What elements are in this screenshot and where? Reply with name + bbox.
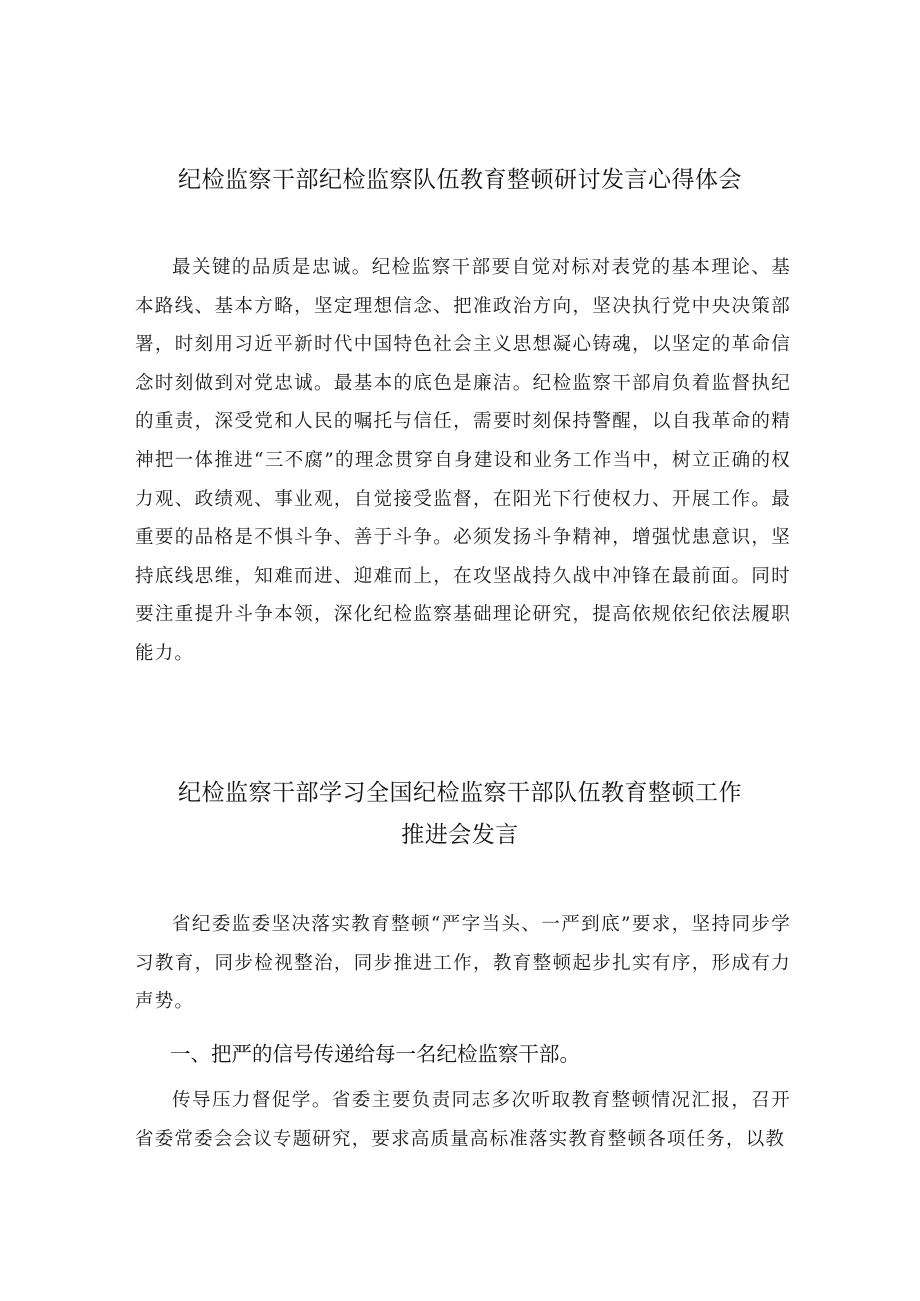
section-title xyxy=(120,772,800,856)
section-heading: 一、把严的信号传递给每一名纪检监察干部。 xyxy=(170,1042,580,1066)
intro-paragraph: 省纪委监委坚决落实教育整顿“严字当头、一严到底”要求，坚持同步学习教育，同步检视整治，同步推进工作，教育整顿起步扎实有序，形成有力声势。 xyxy=(135,914,791,1013)
document-title: 纪检监察干部纪检监察队伍教育整顿研讨发言心得体会 xyxy=(178,167,742,193)
body-paragraph-2: 传导压力督促学。省委主要负责同志多次听取教育整顿情况汇报，召开省委常委会会议专题研究，要求高质量高标准落实教育整顿各项任务，以教 xyxy=(135,1090,791,1150)
section-title-line-1: 纪检监察干部学习全国纪检监察干部队伍教育整顿工作 xyxy=(178,780,742,806)
body-paragraph: 最关键的品质是忠诚。纪检监察干部要自觉对标对表党的基本理论、基本路线、基本方略，坚定理想信念、把准政治方向，坚决执行党中央决策部署，时刻用习近平新时代中国特色社会主义思想凝心铸魂，以坚定的革命信念时刻做到对党忠诚。最基本的底色是廉洁。纪检监察干部肩负着监督执纪的重责，深受党和人民的嘱托与信任，需要时刻保持警醒，以自我革命的精神把一体推进“三不腐”的理念贯穿自身建设和业务工作当中，树立正确的权力观、政绩观、事业观，自觉接受监督，在阳光下行使权力、开展工作。最重要的品格是不惧斗争、善于斗争。必须发扬斗争精神，增强忧患意识，坚持底线思维，知难而进、迎难而上，在攻坚战持久战中冲锋在最前面。同时要注重提升斗争本领，深化纪检监察基础理论研究，提高依规依纪依法履职能力。 xyxy=(135,257,791,664)
section-title-line-2: 推进会发言 xyxy=(401,822,519,848)
